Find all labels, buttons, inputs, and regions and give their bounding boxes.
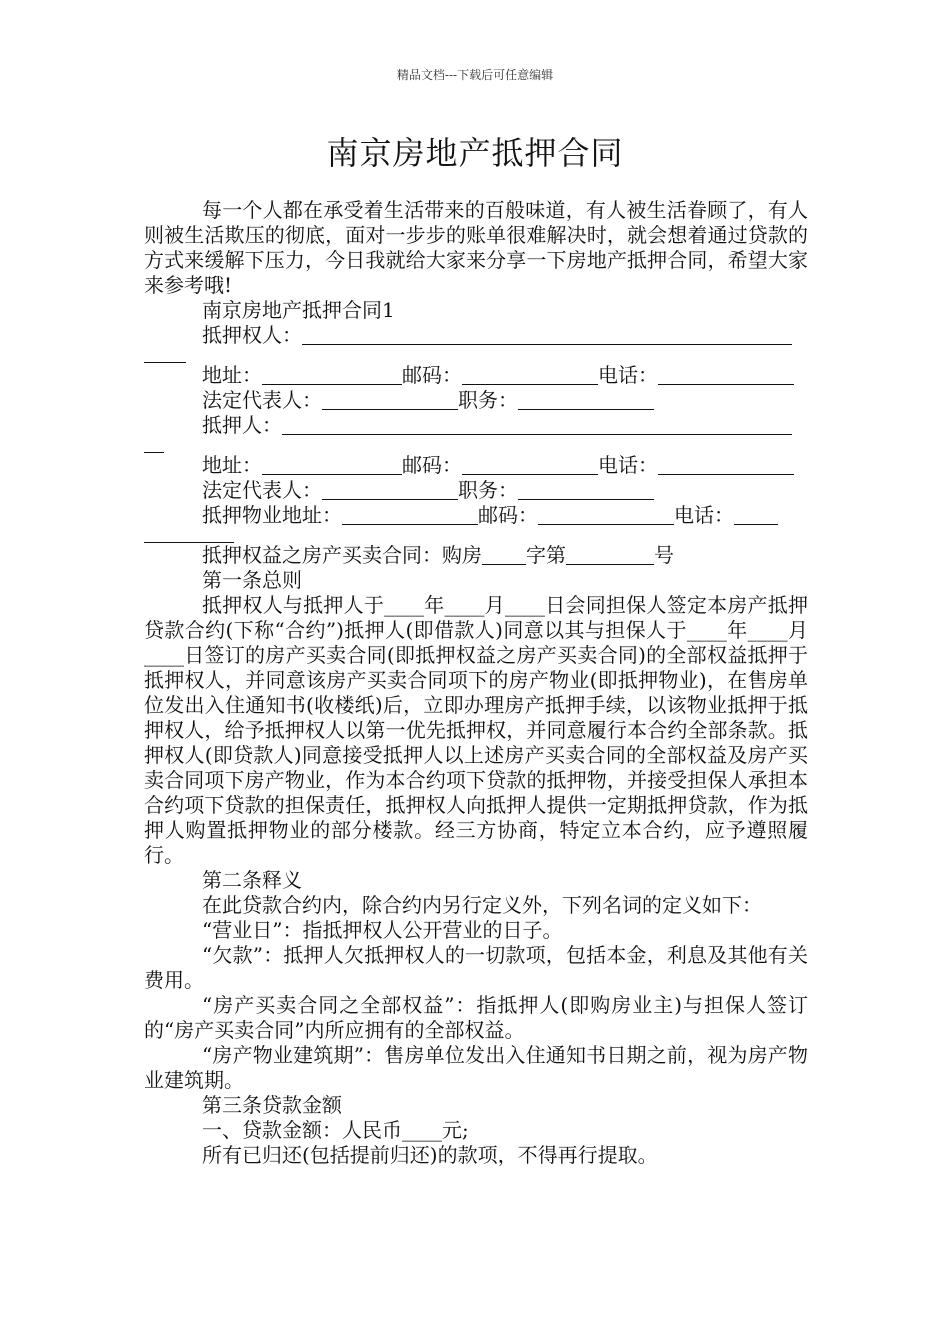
address-blank (262, 454, 402, 475)
article-2-intro: 在此贷款合约内，除合约内另行定义外，下列名词的定义如下： (202, 893, 762, 917)
mortgagor-blank (282, 414, 792, 435)
position-label: 职务： (458, 478, 518, 502)
mortgagee-rep-line (144, 388, 808, 413)
mortgagor-address-line (144, 453, 808, 478)
contract-label: 抵押权益之房产买卖合同：购房 (202, 543, 482, 567)
mortgagee-address-line (144, 363, 808, 388)
contract-subtitle: 南京房地产抵押合同1 (202, 298, 395, 322)
postcode-label: 邮码： (402, 363, 462, 387)
phone-blank (658, 454, 794, 475)
contract-line (144, 543, 808, 568)
mortgagee-line (144, 323, 808, 348)
mortgagor-rep-line (144, 478, 808, 503)
contract-mid-label: 字第 (526, 543, 566, 567)
intro-paragraph: 每一个人都在承受着生活带来的百般味道，有人被生活眷顾了，有人则被生活欺压的彻底，面对一步步的账单很难解决时，就会想着通过贷款的方式来缓解下压力，今日我就给大家来分享一下房地产抵押合同，希望大家来参考哦! (144, 198, 808, 297)
phone-label: 电话： (598, 453, 658, 477)
position-blank (518, 479, 654, 500)
phone-blank (658, 364, 794, 385)
mortgagor-block (144, 413, 808, 543)
position-label: 职务： (458, 388, 518, 412)
property-address-blank (342, 504, 478, 525)
definition-contract-rights: “房产买卖合同之全部权益”：指抵押人(即购房业主)与担保人签订的“房产买卖合同”内所应拥有的全部权益。 (144, 993, 808, 1042)
address-label: 地址： (202, 453, 262, 477)
mortgagee-label: 抵押权人： (202, 323, 302, 347)
postcode-blank (462, 364, 598, 385)
legal-rep-blank (322, 479, 458, 500)
phone-label: 电话： (674, 503, 734, 527)
mortgagee-blank-tail (144, 348, 186, 363)
mortgagor-label: 抵押人： (202, 413, 282, 437)
postcode-blank (462, 454, 598, 475)
document-title: 南京房地产抵押合同 (326, 134, 624, 172)
legal-rep-label: 法定代表人： (202, 478, 322, 502)
mortgagee-blank (302, 324, 792, 345)
mortgagee-block (144, 323, 808, 413)
definition-construction-period: “房产物业建筑期”：售房单位发出入住通知书日期之前，视为房产物业建筑期。 (144, 1043, 808, 1092)
legal-rep-label: 法定代表人： (202, 388, 322, 412)
definition-debt: “欠款”：抵押人欠抵押权人的一切款项，包括本金，利息及其他有关费用。 (144, 943, 808, 992)
contract-no-blank (482, 544, 526, 565)
address-blank (262, 364, 402, 385)
property-address-label: 抵押物业地址： (202, 503, 342, 527)
article-2-heading: 第二条释义 (202, 868, 302, 892)
mortgagor-line (144, 413, 808, 438)
article-1-text: 抵押权人与抵押人于____年____月____日会同担保人签定本房产抵押贷款合约(下称“合约”)抵押人(即借款人)同意以其与担保人于____年____月____日签订的房产买卖合同(即抵押权益之房产买卖合同)的全部权益抵押于抵押权人，并同意该房产买卖合同项下的房产物业(即抵押物业)，在售房单位发出入住通知书(收楼纸)后，立即办理房产抵押手续，以该物业抵押于抵押权人，给予抵押权人以第一优先抵押权，并同意履行本合约全部条款。抵押权人(即贷款人)同意接受抵押人以上述房产买卖合同的全部权益及房产买卖合同项下房产物业，作为本合约项下贷款的抵押物，并接受担保人承担本合约项下贷款的担保责任，抵押权人向抵押人提供一定期抵押贷款，作为抵押人购置抵押物业的部分楼款。经三方协商，特定立本合约，应予遵照履行。 (144, 593, 808, 867)
page-header: 精品文档---下载后可任意编辑 (396, 68, 554, 82)
loan-amount-line: 一、贷款金额：人民币____元; (202, 1118, 469, 1142)
repaid-funds-line: 所有已归还(包括提前归还)的款项，不得再行提取。 (202, 1143, 658, 1167)
property-address-line (144, 503, 808, 528)
postcode-blank (538, 504, 674, 525)
document-body (144, 198, 808, 1168)
mortgagor-blank-tail (144, 438, 164, 453)
contract-end-label: 号 (654, 543, 674, 567)
article-1-heading: 第一条总则 (202, 568, 302, 592)
article-3-heading: 第三条贷款金额 (202, 1093, 342, 1117)
definition-business-day: “营业日”：指抵押权人公开营业的日子。 (202, 918, 563, 942)
position-blank (518, 389, 654, 410)
postcode-label: 邮码： (478, 503, 538, 527)
phone-label: 电话： (598, 363, 658, 387)
postcode-label: 邮码： (402, 453, 462, 477)
phone-blank (734, 504, 778, 525)
address-label: 地址： (202, 363, 262, 387)
contract-number-blank (566, 544, 654, 565)
legal-rep-blank (322, 389, 458, 410)
phone-blank-tail (144, 528, 234, 543)
